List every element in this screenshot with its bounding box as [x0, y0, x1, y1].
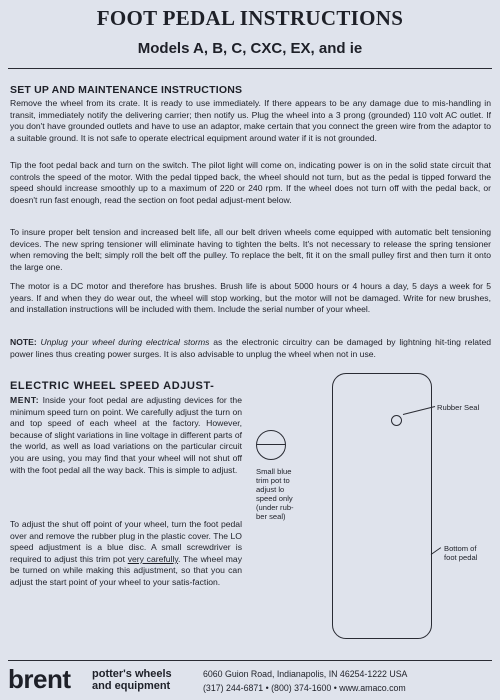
- setup-paragraph-1: Remove the wheel from its crate. It is ready to use immediately. If there appears to be any damage due to mis-handling in transit, immediately notify the delivering carrier; then notify us. Plug the wheel into a 3 prong (grounded) 110 volt AC outlet. If you don't have grounded outlets and have to use an adaptor, make certain that you connect the green wire from the adaptor to a suitable ground. It is not safe to operate electrical equipment around water if it is not grounded.: [10, 98, 491, 143]
- trim-pot-label-line: adjust lo: [256, 485, 285, 494]
- setup-paragraph-2: Tip the foot pedal back and turn on the switch. The pilot light will come on, indicating power is on in the solid state circuit that controls the speed of the motor. With the pedal tipped back, the wheel should not turn, but as the pedal is tipped forward the speed should increase smoothly up to a maximum of 220 or 240 rpm. If the wheel does not turn off with the pedal back, or doesn't run fast enough, read the section on foot pedal adjust-ment below.: [10, 160, 491, 205]
- speed-text-emphasis: very carefully: [127, 553, 179, 564]
- trim-pot-diagram: [256, 430, 286, 460]
- speed-paragraph-2: [10, 519, 242, 589]
- trim-pot-label-line: trim pot to: [256, 476, 290, 485]
- setup-heading: SET UP AND MAINTENANCE INSTRUCTIONS: [10, 84, 243, 96]
- foot-pedal-outline: [332, 373, 432, 639]
- setup-paragraph-3: To insure proper belt tension and increased belt life, all our belt driven wheels come equipped with automatic belt tensioning devices. The new spring tensioner will eliminate having to tighten the belts. It's not necessary to release the spring tensioner when removing the belt; simply roll the belt off the pulley. To replace the belt, fit it on the small pulley first and then turn it onto the large one.: [10, 227, 491, 272]
- footer-address: 6060 Guion Road, Indianapolis, IN 46254-1222 USA: [203, 669, 408, 679]
- page-subtitle: Models A, B, C, CXC, EX, and ie: [137, 40, 363, 57]
- speed-text-2b: . The wheel may be turned on while making this adjustment, so that you can adjust the start point of your wheel to your satis-faction.: [10, 553, 242, 587]
- rubber-seal-label: Rubber Seal: [437, 403, 480, 412]
- footer-contact: (317) 244-6871 • (800) 374-1600 • www.amaco.com: [203, 683, 406, 693]
- note-text: as the electronic circuitry can be damaged by lightning hit-ting related power lines thus creating power surges. It is also advisable to unplug the wheel when not in use.: [10, 337, 492, 359]
- header-divider: [8, 68, 492, 69]
- trim-pot-label-line: Small blue: [256, 467, 292, 476]
- note-emphasis: Unplug your wheel during electrical storms: [40, 337, 210, 347]
- brand-tagline: [92, 668, 172, 692]
- bottom-leader: [431, 547, 441, 555]
- speed-heading-cont: MENT:: [10, 395, 40, 405]
- trim-pot-label: [256, 467, 294, 521]
- trim-pot-label-line: ber seal): [256, 512, 286, 521]
- speed-paragraph-1: [10, 395, 242, 476]
- trim-pot-label-line: speed only: [256, 494, 293, 503]
- setup-paragraph-4: The motor is a DC motor and therefore has brushes. Brush life is about 5000 hours or 4 hours a day, 5 days a week for 5 years. If and when they do wear out, the wheel will stop working, but the motor will not be damaged. Write for new brushes, and installation instructions will be included with them. Include the serial number of your wheel.: [10, 281, 491, 315]
- speed-text-1: Inside your foot pedal are adjusting devices for the minimum speed turn on point. We carefully adjust the turn on and top speed of each wheel at the factory. However, because of slight variations in line voltage in different parts of the world, as well as load variations on the particular circuit you are using, you may find that your wheel will not shut off with the foot pedal all the way back. This is simple to adjust.: [10, 395, 243, 475]
- brand-tagline-line: and equipment: [92, 680, 171, 692]
- brand-name: brent: [8, 664, 71, 694]
- speed-heading: ELECTRIC WHEEL SPEED ADJUST-: [10, 380, 215, 392]
- bottom-label-line: Bottom of: [444, 544, 477, 553]
- bottom-label-line: foot pedal: [444, 553, 478, 562]
- brand-tagline-line: potter's wheels: [92, 668, 172, 680]
- speed-text-2a: To adjust the shut off point of your wheel, turn the foot pedal over and remove the rubber plug in the plastic cover. The LO speed adjustment is a blue disc. A small screwdriver is required to adjust this trim pot: [10, 519, 242, 564]
- bottom-of-pedal-label: [444, 544, 477, 562]
- page-title: FOOT PEDAL INSTRUCTIONS: [96, 6, 404, 30]
- trim-pot-label-line: (under rub-: [256, 503, 294, 512]
- footer-divider: [8, 660, 492, 661]
- note-label: NOTE:: [10, 337, 37, 347]
- rubber-seal-marker: [391, 415, 402, 426]
- note-paragraph: [10, 337, 491, 360]
